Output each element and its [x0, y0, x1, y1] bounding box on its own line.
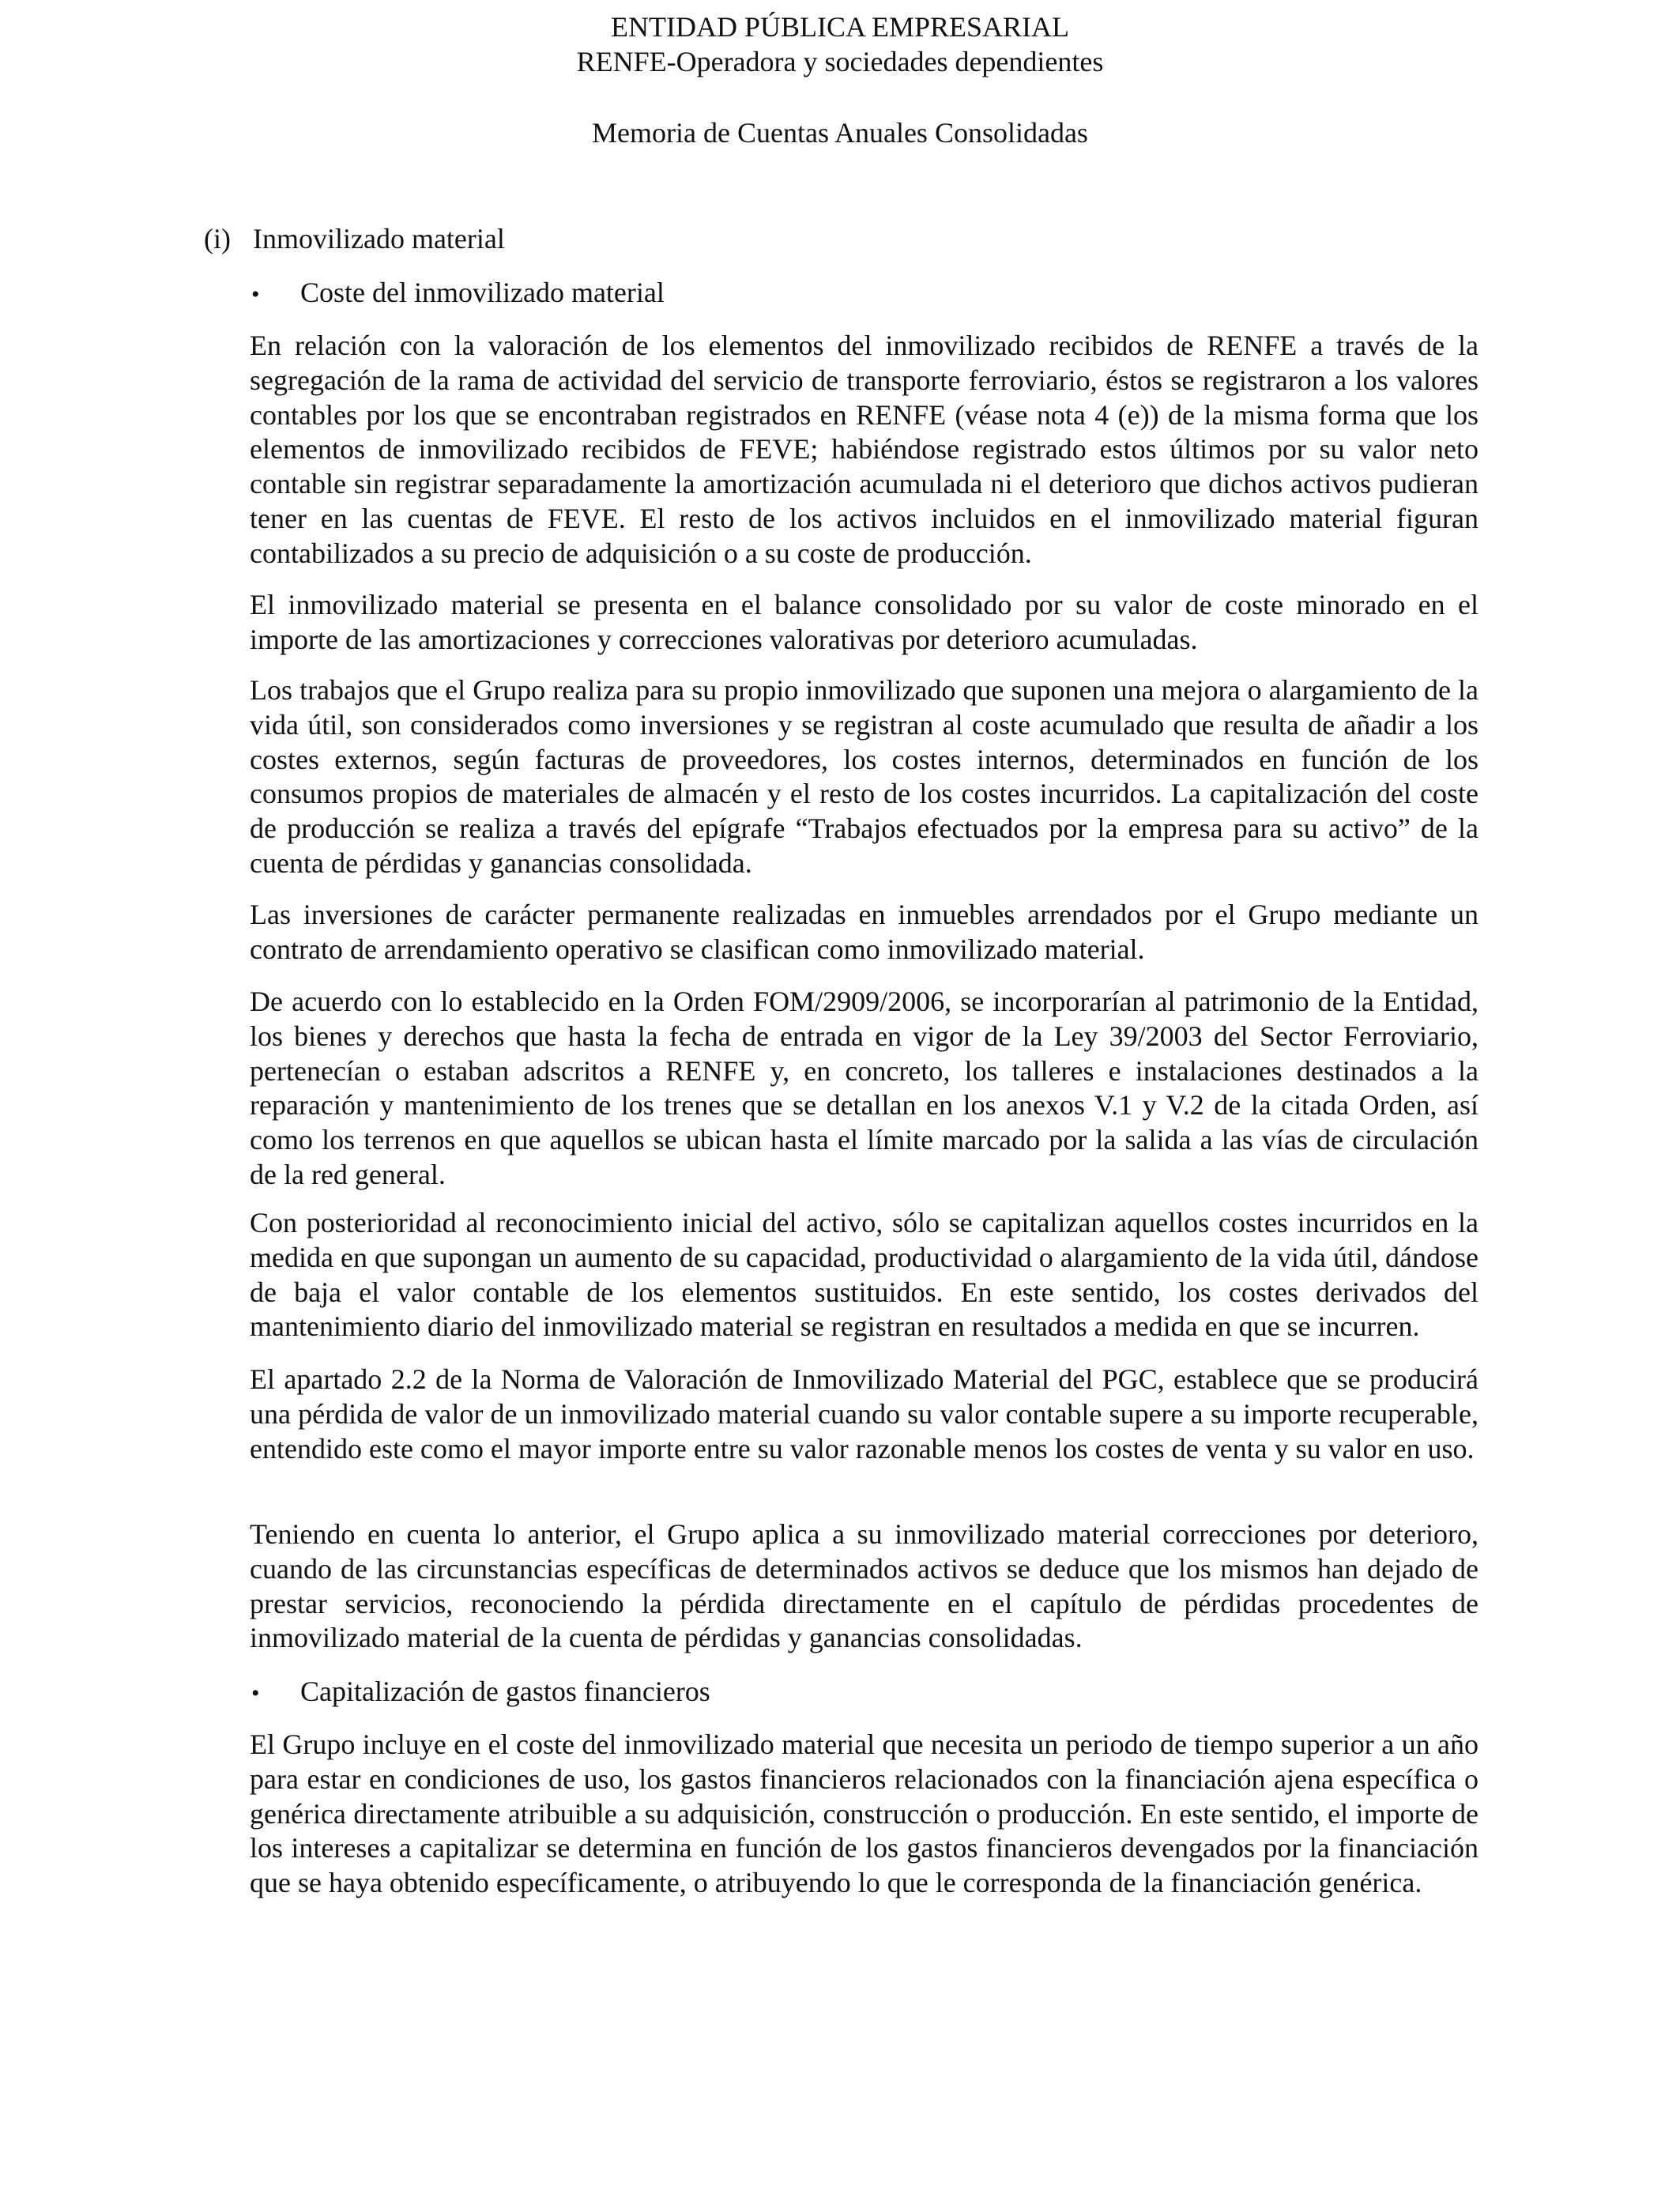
bullet-icon: • [251, 281, 260, 307]
paragraph-1: En relación con la valoración de los elementos del inmovilizado recibidos de RENFE a través de la segregación de la rama de actividad del servicio de transporte ferroviario, éstos se registraron a los valores contables por los que se encontraban registrados en RENFE (véase nota 4 (e)) de la misma forma que los elementos de inmovilizado recibidos de FEVE; habiéndose registrado estos últimos por su valor neto contable sin registrar separadamente la amortización acumulada ni el deterioro que dichos activos pudieran tener en las cuentas de FEVE. El resto de los activos incluidos en el inmovilizado material figuran contabilizados a su precio de adquisición o a su coste de producción. [250, 330, 1478, 569]
section-title: Inmovilizado material [253, 223, 505, 254]
paragraph-4: Las inversiones de carácter permanente realizadas en inmuebles arrendados por el Grupo mediante un contrato de arrendamiento operativo se clasifican como inmovilizado material. [250, 899, 1478, 965]
section-number: (i) [204, 223, 231, 254]
paragraph-2: El inmovilizado material se presenta en el balance consolidado por su valor de coste minorado en el importe de las amortizaciones y correcciones valorativas por deterioro acumuladas. [250, 589, 1478, 655]
header-entity-name: RENFE-Operadora y sociedades dependientes [576, 46, 1104, 77]
bullet-icon: • [251, 1680, 260, 1706]
header-document-title: Memoria de Cuentas Anuales Consolidadas [592, 117, 1088, 149]
header-entity-type: ENTIDAD PÚBLICA EMPRESARIAL [610, 11, 1070, 43]
paragraph-3: Los trabajos que el Grupo realiza para su propio inmovilizado que suponen una mejora o alargamiento de la vida útil, son considerados como inversiones y se registran al coste acumulado que resulta de añadir a los costes externos, según facturas de proveedores, los costes internos, determinados en función de los consumos propios de materiales de almacén y el resto de los costes incurridos. La capitalización del coste de producción se realiza a través del epígrafe “Trabajos efectuados por la empresa para su activo” de la cuenta de pérdidas y ganancias consolidada. [250, 674, 1478, 879]
paragraph-6: Con posterioridad al reconocimiento inicial del activo, sólo se capitalizan aquellos costes incurridos en la medida en que supongan un aumento de su capacidad, productividad o alargamiento de la vida útil, dándose de baja el valor contable de los elementos sustituidos. En este sentido, los costes derivados del mantenimiento diario del inmovilizado material se registran en resultados a medida en que se incurren. [250, 1207, 1478, 1343]
paragraph-9: El Grupo incluye en el coste del inmovilizado material que necesita un periodo de tiempo superior a un año para estar en condiciones de uso, los gastos financieros relacionados con la financiación ajena específica o genérica directamente atribuible a su adquisición, construcción o producción. En este sentido, el importe de los intereses a capitalizar se determina en función de los gastos financieros devengados por la financiación que se haya obtenido específicamente, o atribuyendo lo que le corresponda de la financiación genérica. [250, 1728, 1478, 1899]
bullet-capitalizacion [251, 1674, 710, 1711]
bullet-label: Capitalización de gastos financieros [300, 1676, 710, 1707]
section-heading [204, 221, 505, 256]
paragraph-7: El apartado 2.2 de la Norma de Valoración de Inmovilizado Material del PGC, establece que se producirá una pérdida de valor de un inmovilizado material cuando su valor contable supere a su importe recuperable, entendido este como el mayor importe entre su valor razonable menos los costes de venta y su valor en uso. [250, 1363, 1478, 1465]
bullet-coste [251, 275, 665, 312]
paragraph-8: Teniendo en cuenta lo anterior, el Grupo aplica a su inmovilizado material correcciones por deterioro, cuando de las circunstancias específicas de determinados activos se deduce que los mismos han dejado de prestar servicios, reconociendo la pérdida directamente en el capítulo de pérdidas procedentes de inmovilizado material de la cuenta de pérdidas y ganancias consolidadas. [250, 1518, 1478, 1654]
paragraph-5: De acuerdo con lo establecido en la Orden FOM/2909/2006, se incorporarían al patrimonio de la Entidad, los bienes y derechos que hasta la fecha de entrada en vigor de la Ley 39/2003 del Sector Ferroviario, pertenecían o estaban adscritos a RENFE y, en concreto, los talleres e instalaciones destinados a la reparación y mantenimiento de los trenes que se detallan en los anexos V.1 y V.2 de la citada Orden, así como los terrenos en que aquellos se ubican hasta el límite marcado por la salida a las vías de circulación de la red general. [250, 986, 1478, 1190]
bullet-label: Coste del inmovilizado material [300, 277, 665, 308]
